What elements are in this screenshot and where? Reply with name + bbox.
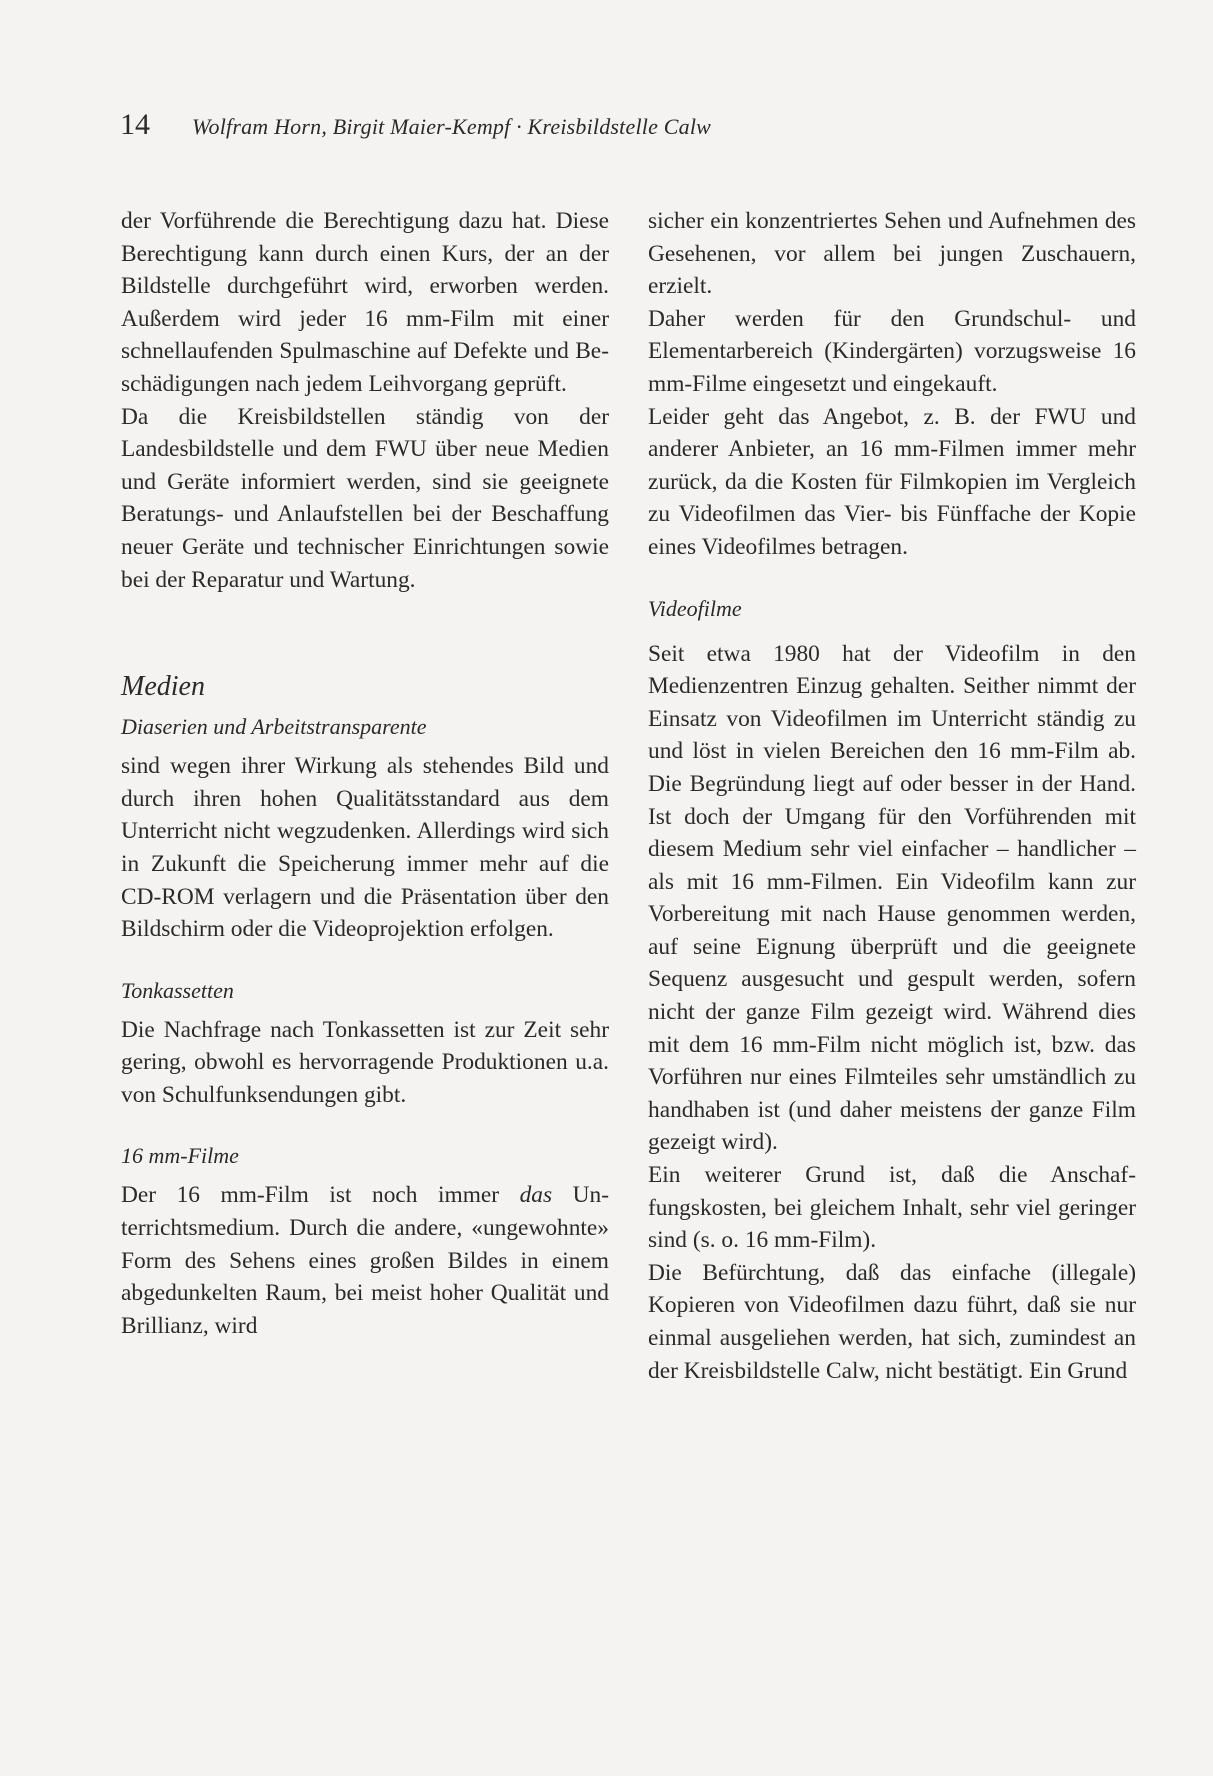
section-heading: Medien xyxy=(121,671,205,703)
page-number: 14 xyxy=(120,108,150,141)
subsection-heading: Diaserien und Arbeitstransparente xyxy=(121,714,427,740)
subsection-heading: 16 mm-Filme xyxy=(121,1143,239,1169)
emphasis-text: das xyxy=(519,1182,553,1209)
paragraph: Daher werden für den Grundschul- und Elementarbereich (Kindergärten) vorzugsweise 16 mm-Filme eingesetzt und eingekauft. xyxy=(648,305,1136,397)
paragraph: Ein weiterer Grund ist, daß die Anschaffungskosten, bei gleichem Inhalt, sehr viel geringer sind (s. o. 16 mm-Film). xyxy=(648,1162,1136,1254)
paragraph: der Vorführende die Berechtigung dazu hat. Diese Berechtigung kann durch einen Kurs, der an der Bildstelle durchgeführt wird, erworben werden. Außerdem wird jeder 16 mm-Film mit einer schnellaufenden Spulmaschine auf Defekte und Beschädigungen nach jedem Leihvorgang geprüft. xyxy=(121,208,609,397)
paragraph: Da die Kreisbildstellen ständig von der Landesbildstelle und dem FWU über neue Medien und Geräte informiert werden, sind sie geeignete Beratungs- und Anlaufstellen bei der Beschaffung neuer Geräte und technischer Einrichtungen sowie bei der Reparatur und Wartung. xyxy=(121,403,609,593)
paragraph: Leider geht das Angebot, z. B. der FWU und anderer Anbieter, an 16 mm-Filmen immer mehr zurück, da die Kosten für Filmkopien im Vergleich zu Videofilmen das Vier- bis Fünffache der Kopie eines Videofilmes betragen. xyxy=(648,403,1136,560)
paragraph: Die Befürchtung, daß das einfache (illegale) Kopieren von Videofilmen dazu führt, daß sie nur einmal ausgeliehen werden, hat sich, zumindest an der Kreisbildstelle Calw, nicht bestätigt. Ein Grund xyxy=(648,1259,1136,1384)
paragraph: Die Nachfrage nach Tonkassetten ist zur Zeit sehr gering, obwohl es hervorragende Produktionen u.a. von Schulfunksendungen gibt. xyxy=(121,1016,609,1108)
paragraph: sicher ein konzentriertes Sehen und Aufnehmen des Gesehenen, vor allem bei jungen Zuschauern, erzielt. xyxy=(648,208,1136,300)
left-column xyxy=(121,205,609,1342)
subsection-heading: Tonkassetten xyxy=(121,977,234,1003)
right-column xyxy=(648,205,1136,1387)
running-head: Wolfram Horn, Birgit Maier-Kempf · Kreisbildstelle Calw xyxy=(192,114,712,139)
paragraph: Seit etwa 1980 hat der Videofilm in den Medienzentren Einzug gehalten. Seither nimmt der Einsatz von Videofilmen im Unterricht ständig zu und löst in vielen Bereichen den 16 mm-Film ab. Die Begründung liegt auf oder besser in der Hand. Ist doch der Umgang für den Vorführenden mit diesem Medium sehr viel einfacher – handlicher – als mit 16 mm-Filmen. Ein Videofilm kann zur Vorbereitung mit nach Hause genommen werden, auf seine Eignung überprüft und die geeignete Sequenz ausgesucht und gespult werden, sofern nicht der ganze Film gezeigt wird. Während dies mit dem 16 mm-Film nicht möglich ist, bzw. das Vorführen nur eines Filmteiles sehr umständlich zu handhaben ist (und daher meistens der ganze Film gezeigt wird). xyxy=(648,640,1136,1156)
paragraph-text: Der 16 mm-Film ist noch immer xyxy=(121,1182,520,1209)
page-header xyxy=(120,108,711,142)
paragraph: sind wegen ihrer Wirkung als stehendes Bild und durch ihren hohen Qualitätsstandard aus dem Unterricht nicht wegzudenken. Allerdings wird sich in Zukunft die Speicherung immer mehr auf die CD-ROM verlagern und die Präsentation über den Bildschirm oder die Videoprojektion erfolgen. xyxy=(121,753,609,943)
paragraph xyxy=(121,1179,609,1342)
subsection-heading: Videofilme xyxy=(648,595,742,621)
paragraph-text: Unterrichtsmedium. Durch die andere, «ungewohnte» Form des Sehens eines großen Bildes in einem abgedunkelten Raum, bei meist hoher Qualität und Brillianz, wird xyxy=(121,1182,609,1339)
